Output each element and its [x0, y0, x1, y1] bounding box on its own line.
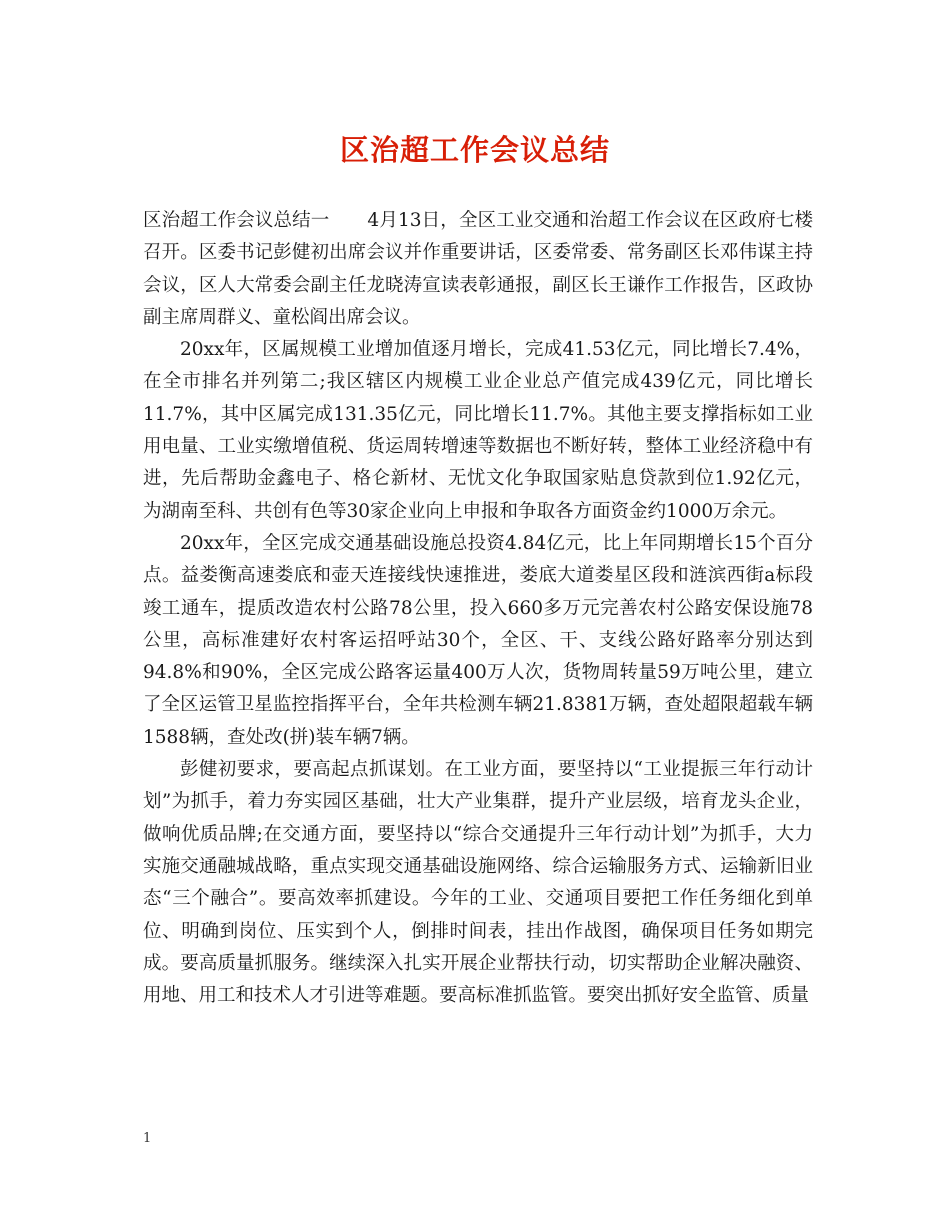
paragraph-2: 20xx年，区属规模工业增加值逐月增长，完成41.53亿元，同比增长7.4%，在全市排名并列第二;我区辖区内规模工业企业总产值完成439亿元，同比增长11.7%，其中区属完成131.35亿元，同比增长11.7%。其他主要支撑指标如工业用电量、工业实缴增值税、货运周转增速等数据也不断好转，整体工业经济稳中有进，先后帮助金鑫电子、格仑新材、无忧文化争取国家贴息贷款到位1.92亿元，为湖南至科、共创有色等30家企业向上申报和争取各方面资金约1000万余元。 — [143, 339, 813, 522]
paragraph-1 — [143, 205, 813, 334]
paragraph-4: 彭健初要求，要高起点抓谋划。在工业方面，要坚持以“工业提振三年行动计划”为抓手，着力夯实园区基础，壮大产业集群，提升产业层级，培育龙头企业，做响优质品牌;在交通方面，要坚持以“综合交通提升三年行动计划”为抓手，大力实施交通融城战略，重点实现交通基础设施网络、综合运输服务方式、运输新旧业态“三个融合”。要高效率抓建设。今年的工业、交通项目要把工作任务细化到单位、明确到岗位、压实到个人，倒排时间表，挂出作战图，确保项目任务如期完成。要高质量抓服务。继续深入扎实开展企业帮扶行动，切实帮助企业解决融资、用地、用工和技术人才引进等难题。要高标准抓监管。要突出抓好安全监管、质量 — [143, 759, 813, 1007]
paragraph-lead: 区治超工作会议总结一 — [143, 210, 330, 231]
page-number: 1 — [143, 1131, 152, 1146]
paragraph-3: 20xx年，全区完成交通基础设施总投资4.84亿元，比上年同期增长15个百分点。益娄衡高速娄底和壶天连接线快速推进，娄底大道娄星区段和涟滨西街a标段竣工通车，提质改造农村公路78公里，投入660多万元完善农村公路安保设施78公里，高标准建好农村客运招呼站30个，全区、干、支线公路好路率分别达到94.8%和90%，全区完成公路客运量400万人次，货物周转量59万吨公里，建立了全区运管卫星监控指挥平台，全年共检测车辆21.8381万辆，查处超限超载车辆1588辆，查处改(拼)装车辆7辆。 — [143, 532, 813, 748]
document-title: 区治超工作会议总结 — [339, 133, 610, 167]
document-body — [143, 205, 813, 1012]
paragraph-text: 4月13日，全区工业交通和治超工作会议在区政府七楼召开。区委书记彭健初出席会议并作重要讲话，区委常委、常务副区长邓伟谋主持会议，区人大常委会副主任龙晓涛宣读表彰通报，副区长王谦作工作报告，区政协副主席周群义、童松阎出席会议。 — [143, 210, 813, 328]
